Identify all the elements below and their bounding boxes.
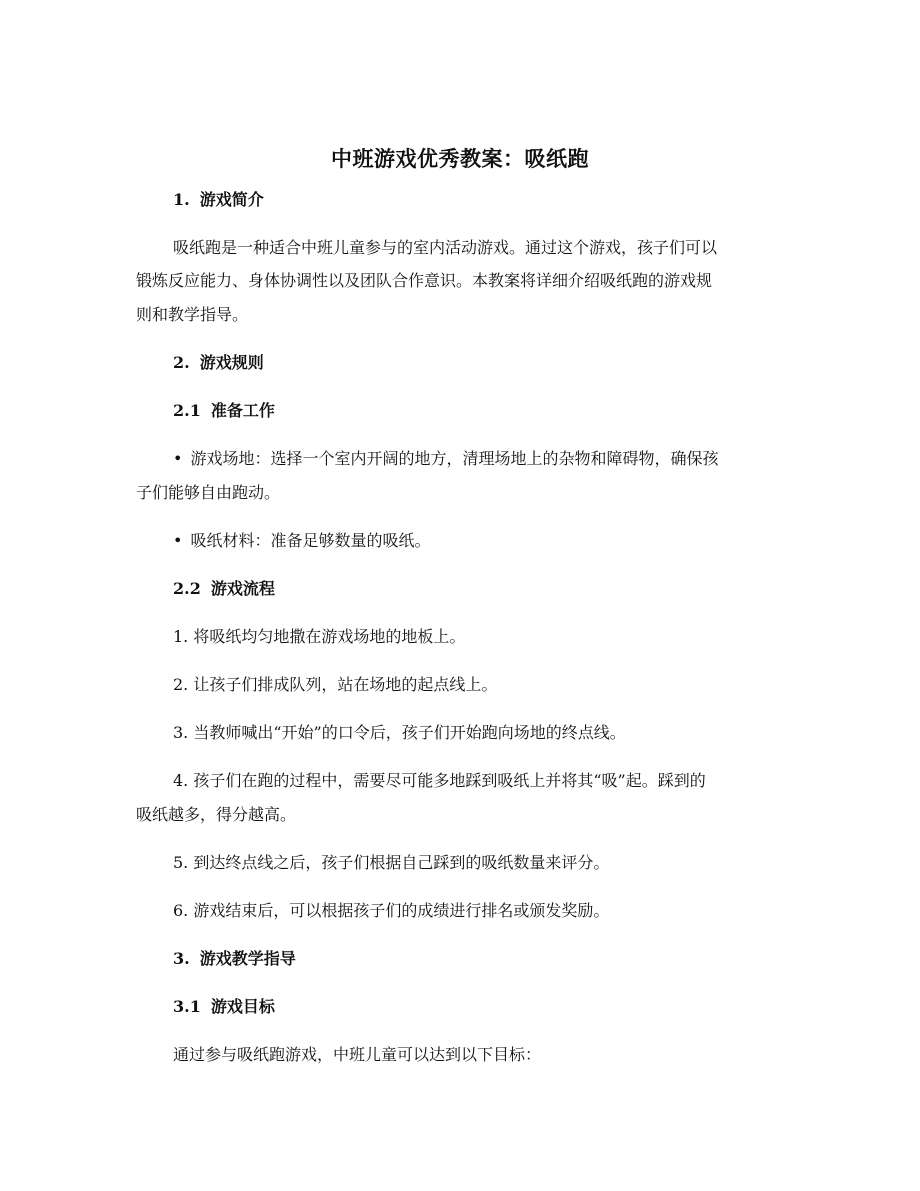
subsection-title: 游戏目标 (210, 997, 275, 1016)
paragraph-line: 锻炼反应能力、身体协调性以及团队合作意识。本教案将详细介绍吸纸跑的游戏规 (136, 271, 713, 290)
bullet-icon: • (173, 449, 183, 468)
section-heading-1 (173, 190, 825, 210)
section-number: 1. (173, 190, 190, 209)
step-item: 4. 孩子们在跑的过程中，需要尽可能多地踩到吸纸上并将其“吸”起。踩到的 (173, 771, 706, 790)
subsection-title: 准备工作 (210, 401, 275, 420)
section-title: 游戏规则 (199, 353, 264, 372)
subsection-number: 2.1 (173, 401, 201, 420)
paragraph-line: 吸纸跑是一种适合中班儿童参与的室内活动游戏。通过这个游戏，孩子们可以 (173, 238, 718, 257)
section-heading-3 (173, 949, 825, 969)
page-title: 中班游戏优秀教案：吸纸跑 (331, 146, 589, 171)
section-title: 游戏简介 (199, 190, 264, 209)
bullet-continuation: 子们能够自由跑动。 (136, 483, 281, 502)
subsection-number: 3.1 (173, 997, 201, 1016)
subsection-heading-2-1 (173, 401, 825, 421)
section-number: 3. (173, 949, 190, 968)
bullet-item (173, 531, 825, 551)
bullet-text: 吸纸材料：准备足够数量的吸纸。 (190, 531, 431, 550)
bullet-icon: • (173, 531, 183, 550)
subsection-title: 游戏流程 (210, 579, 275, 598)
step-item: 3. 当教师喊出“开始”的口令后，孩子们开始跑向场地的终点线。 (173, 723, 626, 742)
bullet-text: 游戏场地：选择一个室内开阔的地方，清理场地上的杂物和障碍物，确保孩 (190, 449, 719, 468)
paragraph-line: 则和教学指导。 (136, 305, 249, 324)
section-title: 游戏教学指导 (199, 949, 296, 968)
section-heading-2 (173, 353, 825, 373)
bullet-item (173, 449, 825, 469)
subsection-number: 2.2 (173, 579, 201, 598)
step-item: 1. 将吸纸均匀地撒在游戏场地的地板上。 (173, 627, 466, 646)
step-item: 5. 到达终点线之后，孩子们根据自己踩到的吸纸数量来评分。 (173, 853, 610, 872)
paragraph-line: 通过参与吸纸跑游戏，中班儿童可以达到以下目标： (173, 1045, 542, 1064)
step-item: 6. 游戏结束后，可以根据孩子们的成绩进行排名或颁发奖励。 (173, 901, 610, 920)
subsection-heading-3-1 (173, 997, 825, 1017)
section-number: 2. (173, 353, 190, 372)
subsection-heading-2-2 (173, 579, 825, 599)
step-continuation: 吸纸越多，得分越高。 (136, 805, 297, 824)
step-item: 2. 让孩子们排成队列，站在场地的起点线上。 (173, 675, 498, 694)
